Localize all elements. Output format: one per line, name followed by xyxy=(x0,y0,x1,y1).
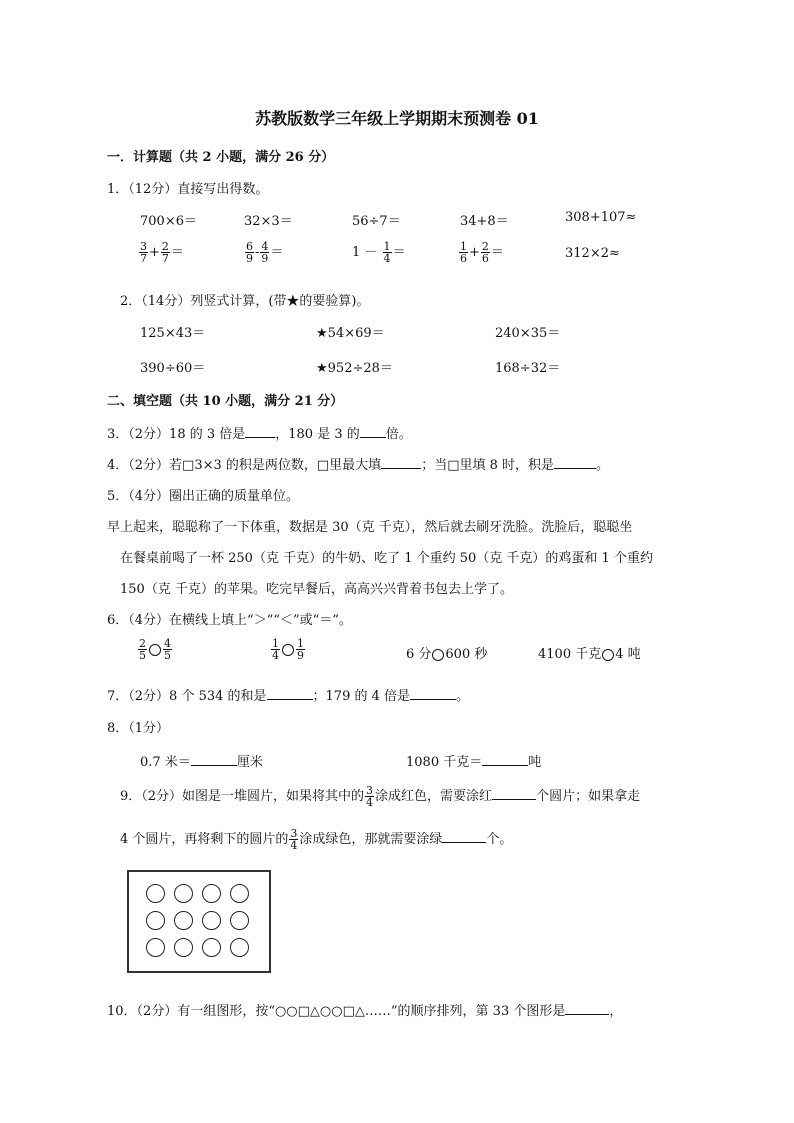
answer-blank[interactable] xyxy=(554,456,596,469)
disc xyxy=(230,911,249,930)
answer-blank[interactable] xyxy=(442,830,486,843)
q10: 10．（2分）有一组图形，按“○○□△○○□△……”的顺序排列，第 33 个图形是 ， xyxy=(107,1004,623,1019)
q9-line1: 9．（2分）如图是一堆圆片，如果将其中的 $\frac{3}{4}$ 涂成红色，需要涂红 个圆片；如果拿走 xyxy=(120,784,641,809)
q1-item: 56÷7＝ xyxy=(352,214,401,229)
q1-fraction-item: $\frac{1}{6}$ + $\frac{2}{6}$ ＝ xyxy=(460,240,504,265)
q1-item: 308+107≈ xyxy=(565,210,637,225)
compare-circle[interactable] xyxy=(149,644,161,656)
q1-item: 32×3＝ xyxy=(244,214,293,229)
answer-blank[interactable] xyxy=(565,1002,609,1015)
q5-text-line: 在餐桌前喝了一杯 250（克 千克）的牛奶、吃了 1 个重约 50（克 千克）的鸡蛋和 1 个重约 xyxy=(120,551,653,566)
q1-fraction-item: $\frac{6}{9}$ - $\frac{4}{9}$ ＝ xyxy=(246,240,284,265)
q2-item: 125×43＝ xyxy=(140,326,206,341)
q8-item: 1080 千克＝ 吨 xyxy=(406,755,542,770)
answer-blank[interactable] xyxy=(381,456,421,469)
disc xyxy=(202,911,221,930)
q2-item: 240×35＝ xyxy=(495,326,561,341)
q4: 4．（2分）若□3×3 的积是两位数，□里最大填 ；当□里填 8 时，积是 。 xyxy=(107,458,610,473)
q3: 3．（2分）18 的 3 倍是 ，180 是 3 的 倍。 xyxy=(107,427,412,442)
q8-label: 8．（1分） xyxy=(107,721,170,736)
answer-blank[interactable] xyxy=(492,787,536,800)
q6-item: 4100 千克 4 吨 xyxy=(538,647,641,662)
compare-circle[interactable] xyxy=(282,644,294,656)
q6-item: 6 分 600 秒 xyxy=(406,647,488,662)
disc xyxy=(146,884,165,903)
answer-blank[interactable] xyxy=(410,687,456,700)
q6-item: $\frac{2}{5}$ $\frac{4}{5}$ xyxy=(139,637,171,662)
q5-text-line: 150（克 千克）的苹果。吃完早餐后，高高兴兴背着书包去上学了。 xyxy=(120,582,513,597)
compare-circle[interactable] xyxy=(432,649,444,661)
disc xyxy=(174,911,193,930)
q9-line2: 4 个圆片，再将剩下的圆片的 $\frac{3}{4}$ 涂成绿色，那就需要涂绿 个。 xyxy=(120,827,513,852)
disc xyxy=(146,911,165,930)
disc xyxy=(230,884,249,903)
q8-item: 0.7 米＝ 厘米 xyxy=(140,755,263,770)
disc xyxy=(174,884,193,903)
q2-item: 168÷32＝ xyxy=(495,361,561,376)
q1-item: 700×6＝ xyxy=(140,214,197,229)
disc xyxy=(230,938,249,957)
disc xyxy=(146,938,165,957)
answer-blank[interactable] xyxy=(360,425,386,438)
q1-item: 312×2≈ xyxy=(565,246,620,261)
disc xyxy=(202,884,221,903)
q7: 7．（2分）8 个 534 的和是 ；179 的 4 倍是 。 xyxy=(107,689,470,704)
answer-blank[interactable] xyxy=(482,753,528,766)
q2-item: ★952÷28＝ xyxy=(316,361,393,376)
q2-label: 2．（14分）列竖式计算，(带★的要验算)。 xyxy=(120,294,370,309)
answer-blank[interactable] xyxy=(245,425,275,438)
q1-fraction-item: 1 － $\frac{1}{4}$ ＝ xyxy=(352,240,406,265)
compare-circle[interactable] xyxy=(602,649,614,661)
q2-item: 390÷60＝ xyxy=(140,361,206,376)
page-title: 苏教版数学三年级上学期期末预测卷 01 xyxy=(255,109,539,128)
q6-label: 6．（4分）在横线上填上“＞”“＜”或“＝”。 xyxy=(107,613,352,628)
q1-fraction-item: $\frac{3}{7}$ + $\frac{2}{7}$ ＝ xyxy=(140,240,184,265)
q1-item: 34+8＝ xyxy=(460,214,509,229)
disc-figure xyxy=(127,870,271,973)
section-2-heading: 二、填空题（共 10 小题，满分 21 分） xyxy=(107,394,344,409)
q5-text-line: 早上起来，聪聪称了一下体重，数据是 30（克 千克），然后就去刷牙洗脸。洗脸后，聪聪坐 xyxy=(107,520,633,535)
q6-item: $\frac{1}{4}$ $\frac{1}{9}$ xyxy=(272,637,304,662)
section-1-heading: 一．计算题（共 2 小题，满分 26 分） xyxy=(107,150,335,165)
disc xyxy=(202,938,221,957)
q5-label: 5．（4分）圈出正确的质量单位。 xyxy=(107,489,300,504)
answer-blank[interactable] xyxy=(267,687,313,700)
answer-blank[interactable] xyxy=(191,753,237,766)
disc xyxy=(174,938,193,957)
q2-item: ★54×69＝ xyxy=(316,326,385,341)
q1-label: 1．（12分）直接写出得数。 xyxy=(107,182,269,197)
